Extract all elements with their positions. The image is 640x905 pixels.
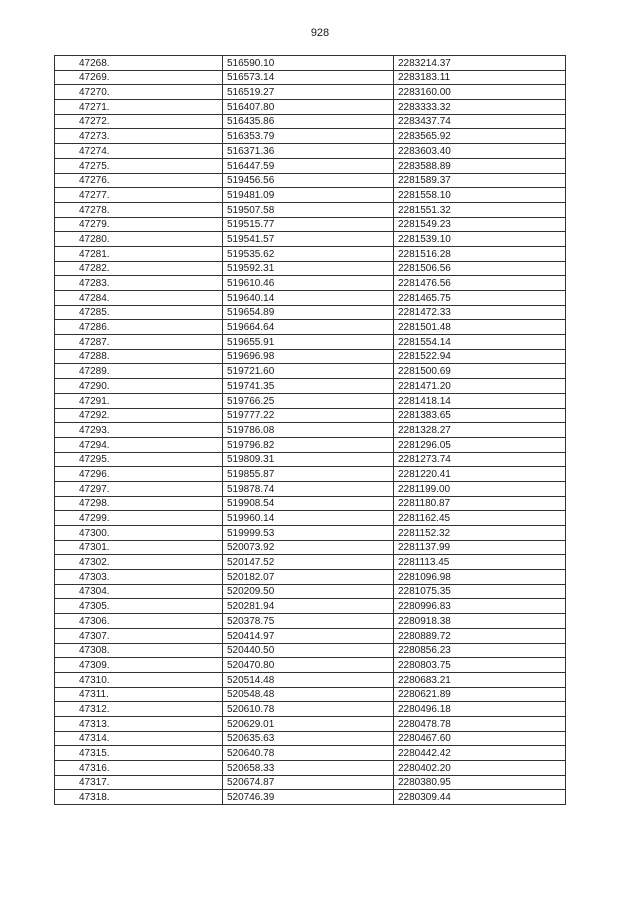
- point-number-cell: 47291.: [55, 393, 223, 408]
- point-number-cell: 47277.: [55, 188, 223, 203]
- point-number-cell: 47286.: [55, 320, 223, 335]
- point-number-cell: 47312.: [55, 702, 223, 717]
- coordinates-table-body: [55, 56, 566, 805]
- y-coordinate-cell: 2281273.74: [394, 452, 566, 467]
- table-row: [55, 408, 566, 423]
- point-number-cell: 47318.: [55, 790, 223, 805]
- point-number-cell: 47275.: [55, 158, 223, 173]
- y-coordinate-cell: 2281476.56: [394, 276, 566, 291]
- point-number-cell: 47297.: [55, 481, 223, 496]
- table-row: [55, 349, 566, 364]
- point-number-cell: 47288.: [55, 349, 223, 364]
- table-row: [55, 158, 566, 173]
- table-row: [55, 702, 566, 717]
- y-coordinate-cell: 2281418.14: [394, 393, 566, 408]
- x-coordinate-cell: 516435.86: [223, 114, 394, 129]
- point-number-cell: 47303.: [55, 570, 223, 585]
- y-coordinate-cell: 2281383.65: [394, 408, 566, 423]
- y-coordinate-cell: 2281075.35: [394, 584, 566, 599]
- table-row: [55, 555, 566, 570]
- table-row: [55, 658, 566, 673]
- table-row: [55, 379, 566, 394]
- x-coordinate-cell: 519640.14: [223, 291, 394, 306]
- y-coordinate-cell: 2281516.28: [394, 246, 566, 261]
- table-row: [55, 526, 566, 541]
- x-coordinate-cell: 520281.94: [223, 599, 394, 614]
- table-row: [55, 70, 566, 85]
- coordinates-table: [54, 55, 566, 805]
- y-coordinate-cell: 2283160.00: [394, 85, 566, 100]
- point-number-cell: 47273.: [55, 129, 223, 144]
- point-number-cell: 47315.: [55, 746, 223, 761]
- y-coordinate-cell: 2281500.69: [394, 364, 566, 379]
- point-number-cell: 47269.: [55, 70, 223, 85]
- x-coordinate-cell: 519999.53: [223, 526, 394, 541]
- table-row: [55, 188, 566, 203]
- point-number-cell: 47295.: [55, 452, 223, 467]
- table-row: [55, 423, 566, 438]
- table-row: [55, 129, 566, 144]
- y-coordinate-cell: 2281180.87: [394, 496, 566, 511]
- x-coordinate-cell: 519515.77: [223, 217, 394, 232]
- point-number-cell: 47281.: [55, 246, 223, 261]
- y-coordinate-cell: 2281506.56: [394, 261, 566, 276]
- point-number-cell: 47309.: [55, 658, 223, 673]
- y-coordinate-cell: 2283588.89: [394, 158, 566, 173]
- x-coordinate-cell: 516353.79: [223, 129, 394, 144]
- y-coordinate-cell: 2280442.42: [394, 746, 566, 761]
- table-row: [55, 790, 566, 805]
- x-coordinate-cell: 516371.36: [223, 144, 394, 159]
- point-number-cell: 47285.: [55, 305, 223, 320]
- x-coordinate-cell: 520674.87: [223, 775, 394, 790]
- point-number-cell: 47280.: [55, 232, 223, 247]
- table-row: [55, 85, 566, 100]
- x-coordinate-cell: 520548.48: [223, 687, 394, 702]
- x-coordinate-cell: 516447.59: [223, 158, 394, 173]
- point-number-cell: 47283.: [55, 276, 223, 291]
- y-coordinate-cell: 2281549.23: [394, 217, 566, 232]
- point-number-cell: 47307.: [55, 628, 223, 643]
- y-coordinate-cell: 2280380.95: [394, 775, 566, 790]
- point-number-cell: 47302.: [55, 555, 223, 570]
- y-coordinate-cell: 2280856.23: [394, 643, 566, 658]
- y-coordinate-cell: 2281589.37: [394, 173, 566, 188]
- point-number-cell: 47313.: [55, 716, 223, 731]
- table-row: [55, 614, 566, 629]
- y-coordinate-cell: 2283603.40: [394, 144, 566, 159]
- table-row: [55, 335, 566, 350]
- table-row: [55, 628, 566, 643]
- y-coordinate-cell: 2283214.37: [394, 56, 566, 71]
- point-number-cell: 47300.: [55, 526, 223, 541]
- y-coordinate-cell: 2280621.89: [394, 687, 566, 702]
- point-number-cell: 47289.: [55, 364, 223, 379]
- x-coordinate-cell: 520514.48: [223, 672, 394, 687]
- x-coordinate-cell: 519592.31: [223, 261, 394, 276]
- table-row: [55, 481, 566, 496]
- table-row: [55, 364, 566, 379]
- table-row: [55, 540, 566, 555]
- y-coordinate-cell: 2281296.05: [394, 437, 566, 452]
- x-coordinate-cell: 520440.50: [223, 643, 394, 658]
- point-number-cell: 47290.: [55, 379, 223, 394]
- x-coordinate-cell: 519654.89: [223, 305, 394, 320]
- table-row: [55, 173, 566, 188]
- table-row: [55, 467, 566, 482]
- x-coordinate-cell: 519878.74: [223, 481, 394, 496]
- point-number-cell: 47298.: [55, 496, 223, 511]
- x-coordinate-cell: 520414.97: [223, 628, 394, 643]
- table-row: [55, 511, 566, 526]
- x-coordinate-cell: 519481.09: [223, 188, 394, 203]
- y-coordinate-cell: 2280889.72: [394, 628, 566, 643]
- y-coordinate-cell: 2281554.14: [394, 335, 566, 350]
- point-number-cell: 47272.: [55, 114, 223, 129]
- table-row: [55, 246, 566, 261]
- x-coordinate-cell: 519721.60: [223, 364, 394, 379]
- table-row: [55, 731, 566, 746]
- x-coordinate-cell: 516519.27: [223, 85, 394, 100]
- table-row: [55, 672, 566, 687]
- y-coordinate-cell: 2281096.98: [394, 570, 566, 585]
- point-number-cell: 47305.: [55, 599, 223, 614]
- table-row: [55, 584, 566, 599]
- point-number-cell: 47296.: [55, 467, 223, 482]
- y-coordinate-cell: 2281472.33: [394, 305, 566, 320]
- x-coordinate-cell: 520209.50: [223, 584, 394, 599]
- table-row: [55, 276, 566, 291]
- x-coordinate-cell: 520658.33: [223, 761, 394, 776]
- y-coordinate-cell: 2281162.45: [394, 511, 566, 526]
- point-number-cell: 47311.: [55, 687, 223, 702]
- x-coordinate-cell: 519777.22: [223, 408, 394, 423]
- x-coordinate-cell: 520073.92: [223, 540, 394, 555]
- y-coordinate-cell: 2281199.00: [394, 481, 566, 496]
- point-number-cell: 47287.: [55, 335, 223, 350]
- x-coordinate-cell: 520640.78: [223, 746, 394, 761]
- x-coordinate-cell: 520147.52: [223, 555, 394, 570]
- point-number-cell: 47276.: [55, 173, 223, 188]
- point-number-cell: 47268.: [55, 56, 223, 71]
- x-coordinate-cell: 519960.14: [223, 511, 394, 526]
- table-row: [55, 452, 566, 467]
- point-number-cell: 47301.: [55, 540, 223, 555]
- point-number-cell: 47304.: [55, 584, 223, 599]
- table-row: [55, 217, 566, 232]
- point-number-cell: 47308.: [55, 643, 223, 658]
- x-coordinate-cell: 519908.54: [223, 496, 394, 511]
- table-row: [55, 437, 566, 452]
- point-number-cell: 47292.: [55, 408, 223, 423]
- y-coordinate-cell: 2281522.94: [394, 349, 566, 364]
- table-row: [55, 202, 566, 217]
- x-coordinate-cell: 519655.91: [223, 335, 394, 350]
- table-row: [55, 716, 566, 731]
- table-row: [55, 291, 566, 306]
- x-coordinate-cell: 519855.87: [223, 467, 394, 482]
- x-coordinate-cell: 519766.25: [223, 393, 394, 408]
- x-coordinate-cell: 519456.56: [223, 173, 394, 188]
- table-row: [55, 261, 566, 276]
- x-coordinate-cell: 520635.63: [223, 731, 394, 746]
- y-coordinate-cell: 2280402.20: [394, 761, 566, 776]
- table-row: [55, 393, 566, 408]
- point-number-cell: 47314.: [55, 731, 223, 746]
- x-coordinate-cell: 519541.57: [223, 232, 394, 247]
- point-number-cell: 47278.: [55, 202, 223, 217]
- table-row: [55, 643, 566, 658]
- x-coordinate-cell: 519741.35: [223, 379, 394, 394]
- x-coordinate-cell: 520470.80: [223, 658, 394, 673]
- point-number-cell: 47293.: [55, 423, 223, 438]
- x-coordinate-cell: 520182.07: [223, 570, 394, 585]
- point-number-cell: 47279.: [55, 217, 223, 232]
- y-coordinate-cell: 2280467.60: [394, 731, 566, 746]
- x-coordinate-cell: 519610.46: [223, 276, 394, 291]
- y-coordinate-cell: 2280918.38: [394, 614, 566, 629]
- point-number-cell: 47294.: [55, 437, 223, 452]
- point-number-cell: 47274.: [55, 144, 223, 159]
- point-number-cell: 47306.: [55, 614, 223, 629]
- x-coordinate-cell: 519786.08: [223, 423, 394, 438]
- table-row: [55, 56, 566, 71]
- table-row: [55, 496, 566, 511]
- x-coordinate-cell: 516407.80: [223, 100, 394, 115]
- x-coordinate-cell: 519696.98: [223, 349, 394, 364]
- x-coordinate-cell: 519809.31: [223, 452, 394, 467]
- y-coordinate-cell: 2281137.99: [394, 540, 566, 555]
- y-coordinate-cell: 2281551.32: [394, 202, 566, 217]
- x-coordinate-cell: 520629.01: [223, 716, 394, 731]
- point-number-cell: 47284.: [55, 291, 223, 306]
- y-coordinate-cell: 2281220.41: [394, 467, 566, 482]
- y-coordinate-cell: 2281113.45: [394, 555, 566, 570]
- x-coordinate-cell: 519664.64: [223, 320, 394, 335]
- y-coordinate-cell: 2280803.75: [394, 658, 566, 673]
- point-number-cell: 47282.: [55, 261, 223, 276]
- x-coordinate-cell: 520746.39: [223, 790, 394, 805]
- x-coordinate-cell: 519796.82: [223, 437, 394, 452]
- y-coordinate-cell: 2281152.32: [394, 526, 566, 541]
- y-coordinate-cell: 2280309.44: [394, 790, 566, 805]
- y-coordinate-cell: 2280496.18: [394, 702, 566, 717]
- x-coordinate-cell: 519535.62: [223, 246, 394, 261]
- y-coordinate-cell: 2281471.20: [394, 379, 566, 394]
- x-coordinate-cell: 520610.78: [223, 702, 394, 717]
- point-number-cell: 47271.: [55, 100, 223, 115]
- x-coordinate-cell: 516573.14: [223, 70, 394, 85]
- y-coordinate-cell: 2283565.92: [394, 129, 566, 144]
- page-number: 928: [310, 27, 330, 39]
- y-coordinate-cell: 2281328.27: [394, 423, 566, 438]
- y-coordinate-cell: 2283333.32: [394, 100, 566, 115]
- y-coordinate-cell: 2281465.75: [394, 291, 566, 306]
- y-coordinate-cell: 2281501.48: [394, 320, 566, 335]
- table-row: [55, 570, 566, 585]
- table-row: [55, 761, 566, 776]
- y-coordinate-cell: 2280683.21: [394, 672, 566, 687]
- table-row: [55, 599, 566, 614]
- y-coordinate-cell: 2283437.74: [394, 114, 566, 129]
- y-coordinate-cell: 2280478.78: [394, 716, 566, 731]
- table-row: [55, 144, 566, 159]
- y-coordinate-cell: 2283183.11: [394, 70, 566, 85]
- y-coordinate-cell: 2281539.10: [394, 232, 566, 247]
- table-row: [55, 232, 566, 247]
- table-row: [55, 100, 566, 115]
- y-coordinate-cell: 2281558.10: [394, 188, 566, 203]
- point-number-cell: 47310.: [55, 672, 223, 687]
- table-row: [55, 320, 566, 335]
- x-coordinate-cell: 520378.75: [223, 614, 394, 629]
- point-number-cell: 47317.: [55, 775, 223, 790]
- table-row: [55, 687, 566, 702]
- x-coordinate-cell: 519507.58: [223, 202, 394, 217]
- point-number-cell: 47316.: [55, 761, 223, 776]
- point-number-cell: 47299.: [55, 511, 223, 526]
- table-row: [55, 746, 566, 761]
- table-row: [55, 114, 566, 129]
- table-row: [55, 305, 566, 320]
- point-number-cell: 47270.: [55, 85, 223, 100]
- x-coordinate-cell: 516590.10: [223, 56, 394, 71]
- y-coordinate-cell: 2280996.83: [394, 599, 566, 614]
- table-row: [55, 775, 566, 790]
